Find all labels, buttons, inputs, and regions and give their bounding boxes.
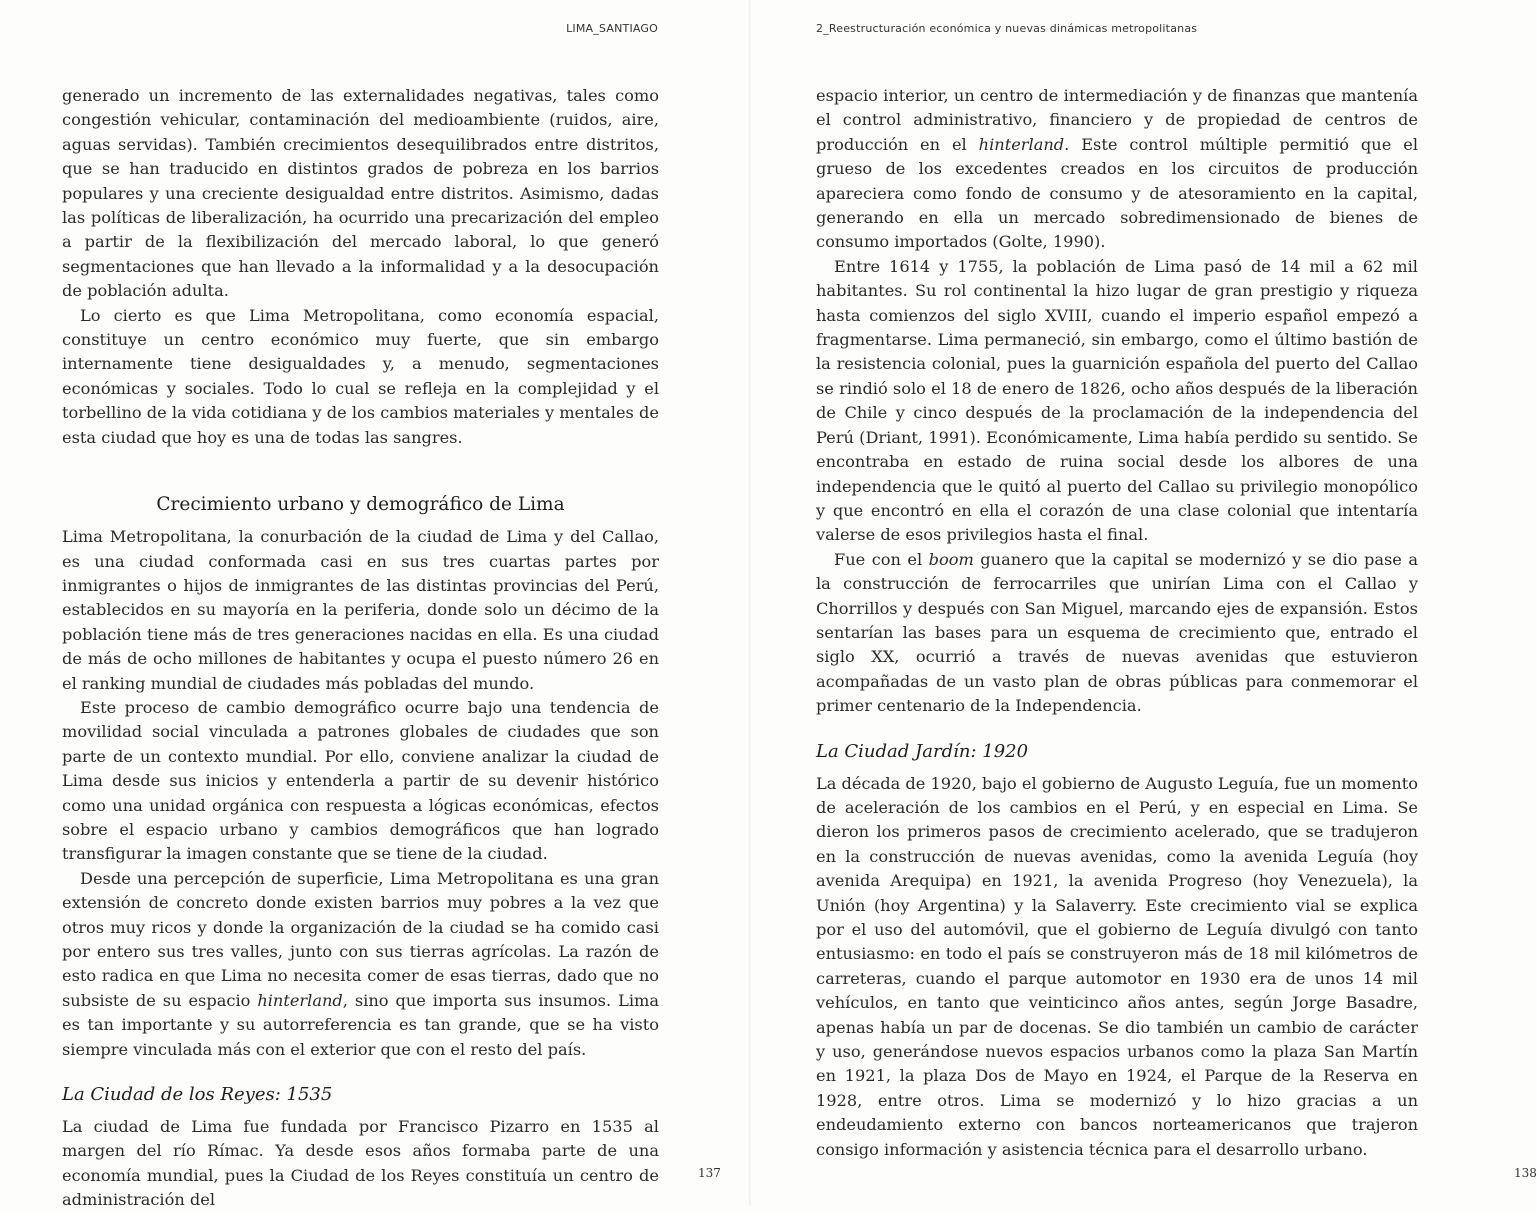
paragraph-text: espacio interior, un centro de intermediación y de finanzas que mantenía el control administrativo, financiero y de propiedad de centros de producción en el (816, 86, 1418, 154)
paragraph: Este proceso de cambio demográfico ocurre bajo una tendencia de movilidad social vinculada a patrones globales de ciudades que son parte de un contexto mundial. Por ello, conviene analizar la ciudad de Lima desde sus inicios y entenderla a partir de su devenir histórico como una unidad orgánica con respuesta a lógicas económicas, efectos sobre el espacio urbano y cambios demográficos que han logrado transfigurar la imagen constante que se tiene de la ciudad. (62, 697, 659, 864)
right-page (750, 0, 1537, 1206)
paragraph: Entre 1614 y 1755, la población de Lima pasó de 14 mil a 62 mil habitantes. Su rol continental la hizo lugar de gran prestigio y riqueza hasta comienzos del siglo XVIII, cuando el imperio español empezó a fragmentarse. Lima permaneció, sin embargo, como el último bastión de la resistencia colonial, pues la guarnición española del puerto del Callao se rindió solo el 18 de enero de 1826, ocho años después de la liberación de Chile y cinco después de la proclamación de la independencia del Perú (Driant, 1991). Económicamente, Lima había perdido su sentido. Se encontraba en estado de ruina social desde los albores de una independencia que le quitó al puerto del Callao su privilegio monopólico y que encontró en ella el corazón de una clase colonial que intentaría valerse de esos privilegios hasta el final. (816, 256, 1418, 545)
paragraph-text: . Este control múltiple permitió que el grueso de los excedentes creados en los circuitos de producción apareciera como fondo de consumo y de atesoramiento en la capital, generando en ella un mercado sobredimensionado de bienes de consumo importados (Golte, 1990). (816, 134, 1418, 252)
running-head-right: 2_Reestructuración económica y nuevas dinámicas metropolitanas (816, 22, 1198, 35)
italic-term: boom (928, 549, 974, 569)
left-page (0, 0, 750, 1210)
paragraph (816, 84, 1418, 255)
italic-term: hinterland (257, 990, 343, 1010)
running-head-left: LIMA_SANTIAGO (566, 22, 658, 35)
paragraph: Lima Metropolitana, la conurbación de la ciudad de Lima y del Callao, es una ciudad conformada casi en sus tres cuartas partes por inmigrantes o hijos de inmigrantes de las distintas provincias del Perú, establecidos en su mayoría en la periferia, donde solo un décimo de la población tiene más de tres generaciones nacidas en ella. Es una ciudad de más de ocho millones de habitantes y ocupa el puesto número 26 en el ranking mundial de ciudades más pobladas del mundo. (62, 527, 659, 693)
right-text-column (816, 84, 1418, 1162)
subsection-heading: La Ciudad de los Reyes: 1535 (62, 1084, 333, 1106)
paragraph: La ciudad de Lima fue fundada por Francisco Pizarro en 1535 al margen del río Rímac. Ya desde esos años formaba parte de una economía mundial, pues la Ciudad de los Reyes constituía un centro de administración del (62, 1117, 659, 1210)
paragraph: generado un incremento de las externalidades negativas, tales como congestión vehicular, contaminación del medioambiente (ruidos, aire, aguas servidas). También crecimientos desequilibrados entre distritos, que se han traducido en distintos grados de pobreza en los barrios populares y una creciente desigualdad entre distritos. Asimismo, dadas las políticas de liberalización, ha ocurrido una precarización del empleo a partir de la flexibilización del mercado laboral, lo que generó segmentaciones que han llevado a la informalidad y a la desocupación de población adulta. (62, 86, 659, 301)
left-text-column (62, 84, 659, 1213)
paragraph (62, 867, 659, 1062)
paragraph-text: Desde una percepción de superficie, Lima Metropolitana es una gran extensión de concreto donde existen barrios muy pobres a la vez que otros muy ricos y donde la organización de la ciudad se ha comido casi por entero sus tres valles, junto con sus tierras agrícolas. La razón de esto radica en que Lima no necesita comer de esas tierras, dado que no subsiste de su espacio (62, 868, 659, 1010)
paragraph-text: , sino que importa sus insumos. Lima es tan importante y su autorreferencia es tan grande, que se ha visto siempre vinculada más con el exterior que con el resto del país. (62, 990, 659, 1059)
paragraph: Lo cierto es que Lima Metropolitana, como economía espacial, constituye un centro económico muy fuerte, que sin embargo internamente tiene desigualdades y, a menudo, segmentaciones económicas y sociales. Todo lo cual se refleja en la complejidad y el torbellino de la vida cotidiana y de los cambios materiales y mentales de esta ciudad que hoy es una de todas las sangres. (62, 305, 659, 447)
section-heading: Crecimiento urbano y demográfico de Lima (156, 494, 565, 516)
page-number-right: 138 (1514, 1166, 1537, 1180)
paragraph-text: guanero que la capital se modernizó y se dio pase a la construcción de ferrocarriles que unirían Lima con el Callao y Chorrillos y después con San Miguel, marcando ejes de expansión. Estos sentarían las bases para un esquema de crecimiento que, entrado el siglo XX, ocurrió a través de nuevas avenidas que estuvieron acompañadas de un vasto plan de obras públicas para conmemorar el primer centenario de la Independencia. (816, 549, 1418, 716)
paragraph: La década de 1920, bajo el gobierno de Augusto Leguía, fue un momento de aceleración de los cambios en el Perú, y en especial en Lima. Se dieron los primeros pasos de crecimiento acelerado, que se tradujeron en la construcción de nuevas avenidas, como la avenida Leguía (hoy avenida Arequipa) en 1921, la avenida Progreso (hoy Venezuela), la Unión (hoy Argentina) y la Salaverry. Este crecimiento vial se explica por el uso del automóvil, que el gobierno de Leguía divulgó con tanto entusiasmo: en todo el país se construyeron más de 18 mil kilómetros de carreteras, cuando el parque automotor en 1930 era de unos 14 mil vehículos, en tanto que veinticinco años antes, según Jorge Basadre, apenas había un par de docenas. Se dio también un cambio de carácter y uso, generándose nuevos espacios urbanos como la plaza San Martín en 1921, la plaza Dos de Mayo en 1924, el Parque de la Reserva en 1928, entre otros. Lima se modernizó y lo hizo gracias a un endeudamiento externo con bancos norteamericanos que trajeron consigo información y asistencia técnica para el desarrollo urbano. (816, 773, 1418, 1159)
subsection-heading: La Ciudad Jardín: 1920 (816, 740, 1029, 762)
paragraph (816, 548, 1418, 719)
italic-term: hinterland (978, 134, 1065, 154)
paragraph-text: Fue con el (834, 549, 929, 569)
page-number-left: 137 (698, 1166, 721, 1180)
